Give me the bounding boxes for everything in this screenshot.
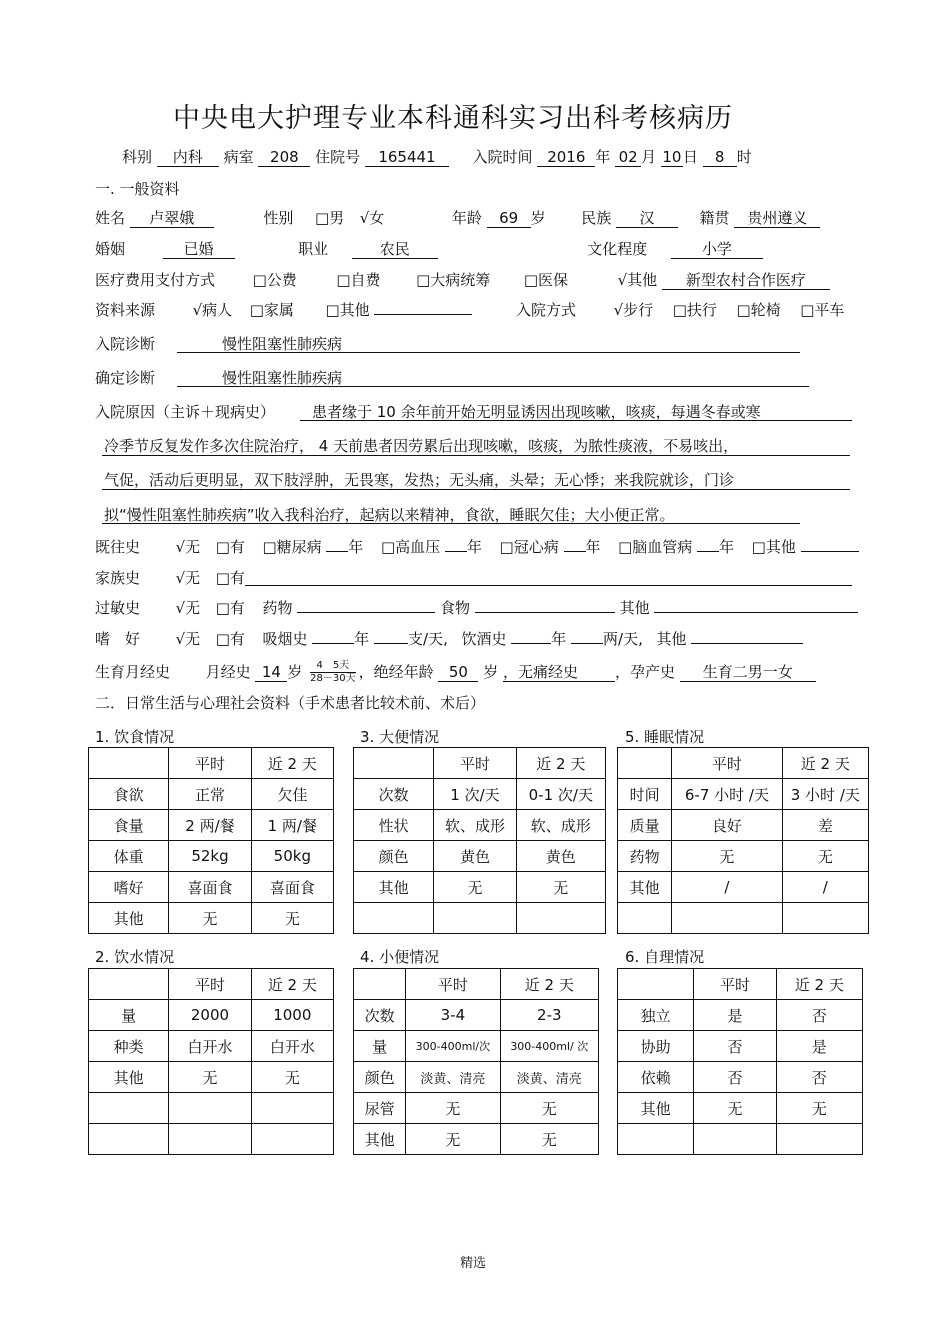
row-label-cell — [354, 903, 434, 934]
menopause-unit: 岁 — [483, 663, 499, 681]
row-label-cell: 种类 — [89, 1031, 169, 1062]
final-dx-value: 慢性阻塞性肺疾病 — [222, 369, 343, 387]
history-yes-checkbox: □有 — [215, 538, 245, 556]
table-row — [89, 779, 334, 810]
recent-value-cell: 差 — [782, 810, 868, 841]
admit-no-label: 住院号 — [315, 148, 361, 166]
row-label-cell: 食欲 — [89, 779, 169, 810]
col-normal-header: 平时 — [169, 748, 251, 779]
menses-duration: 4 5天 — [310, 660, 355, 673]
table-row — [354, 1031, 599, 1062]
source-other-blank — [374, 314, 472, 315]
col-normal-header: 平时 — [694, 969, 776, 1000]
row-label-cell: 其他 — [89, 903, 169, 934]
normal-value-cell: 是 — [694, 1000, 776, 1031]
col-normal-header: 平时 — [169, 969, 251, 1000]
allergy-other-label: 其他 — [619, 599, 650, 617]
table-row — [89, 841, 334, 872]
normal-value-cell: 否 — [694, 1031, 776, 1062]
allergy-drug-label: 药物 — [262, 599, 293, 617]
job-value: 农民 — [352, 240, 438, 259]
table-header-row — [618, 969, 863, 1000]
pay-self-checkbox: □自费 — [336, 271, 381, 289]
recent-value-cell: 无 — [500, 1093, 598, 1124]
table-row — [89, 1062, 334, 1093]
final-dx-row — [95, 367, 155, 389]
family-none-checkbox: √无 — [175, 569, 201, 587]
water-title: 2. 饮水情况 — [95, 948, 175, 966]
payment-row — [95, 269, 830, 291]
table-row — [89, 1093, 334, 1124]
ethnic-value: 汉 — [616, 209, 678, 228]
pay-insurance-checkbox: □医保 — [523, 271, 569, 289]
recent-value-cell: 白开水 — [251, 1031, 333, 1062]
recent-value-cell — [251, 1093, 333, 1124]
menarche-unit: 岁 — [287, 663, 303, 681]
table-row — [618, 1031, 863, 1062]
urine-table — [353, 968, 599, 1155]
allergy-yes-checkbox: □有 — [215, 599, 245, 617]
ward-label: 病室 — [223, 148, 254, 166]
history-diabetes-year: 年 — [348, 538, 364, 556]
row-label-cell: 其他 — [354, 1124, 406, 1155]
age-value: 69 — [487, 209, 531, 228]
menses-row — [95, 659, 816, 685]
admit-month: 02 — [615, 148, 641, 167]
reason-label: 入院原因（主诉＋现病史） — [95, 403, 276, 421]
name-value: 卢翠娥 — [130, 209, 214, 228]
final-dx-label: 确定诊断 — [95, 369, 156, 387]
normal-value-cell: 良好 — [672, 810, 782, 841]
table-row — [618, 872, 869, 903]
row-label-cell: 药物 — [618, 841, 672, 872]
col-recent-header: 近 2 天 — [251, 969, 333, 1000]
row-label-cell — [89, 1124, 169, 1155]
allergy-label: 过敏史 — [95, 599, 141, 617]
habit-yes-checkbox: □有 — [215, 630, 245, 648]
history-cerebro-checkbox: □脑血管病 — [618, 538, 693, 556]
page-title: 中央电大护理专业本科通科实习出科考核病历 — [173, 103, 733, 134]
drink-label: 饮酒史 — [461, 630, 507, 648]
menses-cycle: 28－30天 — [310, 673, 356, 684]
name-label: 姓名 — [95, 209, 126, 227]
normal-value-cell: 无 — [434, 872, 516, 903]
allergy-row — [95, 597, 858, 619]
recent-value-cell: 无 — [251, 1062, 333, 1093]
year-unit: 年 — [595, 148, 611, 166]
recent-value-cell: 是 — [776, 1031, 862, 1062]
recent-value-cell: 无 — [251, 903, 333, 934]
source-row — [95, 299, 844, 321]
table-row — [354, 779, 606, 810]
recent-value-cell: 3 小时 /天 — [782, 779, 868, 810]
urine-title: 4. 小便情况 — [360, 948, 440, 966]
name-row — [95, 207, 820, 229]
self-title: 6. 自理情况 — [625, 948, 705, 966]
stool-title: 3. 大便情况 — [360, 728, 440, 746]
history-other-checkbox: □其他 — [751, 538, 796, 556]
row-label-cell: 尿管 — [354, 1093, 406, 1124]
source-patient-checkbox: √病人 — [192, 301, 233, 319]
col-recent-header: 近 2 天 — [516, 748, 605, 779]
section-general-title: 一. 一般资料 — [95, 180, 180, 198]
table-row — [354, 872, 606, 903]
dept-label: 科别 — [122, 148, 153, 166]
table-corner-cell — [354, 748, 434, 779]
row-label-cell: 颜色 — [354, 841, 434, 872]
menarche-label: 月经史 — [205, 663, 251, 681]
normal-value-cell: 无 — [169, 903, 251, 934]
col-normal-header: 平时 — [434, 748, 516, 779]
table-corner-cell — [89, 748, 169, 779]
drink-year-unit: 年 — [551, 630, 567, 648]
table-row — [89, 872, 334, 903]
source-other-checkbox: □其他 — [325, 301, 370, 319]
month-unit: 月 — [641, 148, 657, 166]
marriage-value: 已婚 — [163, 240, 235, 259]
row-label-cell: 体重 — [89, 841, 169, 872]
row-label-cell: 量 — [354, 1031, 406, 1062]
reason-line-3: 气促，活动后更明显，双下肢浮肿，无畏寒，发热；无头痛，头晕；无心悸；来我院就诊，门诊 — [104, 471, 735, 489]
habit-none-checkbox: √无 — [175, 630, 201, 648]
table-row — [618, 903, 869, 934]
normal-value-cell — [672, 903, 782, 934]
footer-text: 精选 — [459, 1256, 486, 1271]
history-chd-checkbox: □冠心病 — [499, 538, 559, 556]
table-row — [354, 1093, 599, 1124]
history-hypertension-checkbox: □高血压 — [381, 538, 441, 556]
header-row — [122, 146, 752, 168]
dysmenorrhea-value: ，无痛经史 — [503, 663, 615, 682]
normal-value-cell: 喜面食 — [169, 872, 251, 903]
smoke-year-unit: 年 — [354, 630, 370, 648]
table-header-row — [354, 969, 599, 1000]
self-table — [617, 968, 863, 1155]
normal-value-cell — [169, 1124, 251, 1155]
pay-other-value: 新型农村合作医疗 — [662, 271, 830, 290]
recent-value-cell: 50kg — [251, 841, 333, 872]
habit-other-label: 其他 — [656, 630, 687, 648]
recent-value-cell: 喜面食 — [251, 872, 333, 903]
normal-value-cell — [169, 1093, 251, 1124]
table-row — [89, 810, 334, 841]
admit-way-label: 入院方式 — [515, 301, 576, 319]
recent-value-cell: 否 — [776, 1062, 862, 1093]
recent-value-cell — [782, 903, 868, 934]
recent-value-cell: 300-400ml/ 次 — [500, 1031, 598, 1062]
menses-label: 生育月经史 — [95, 663, 171, 681]
history-none-checkbox: √无 — [175, 538, 201, 556]
row-label-cell: 次数 — [354, 1000, 406, 1031]
row-label-cell: 性状 — [354, 810, 434, 841]
family-yes-checkbox: □有 — [215, 569, 245, 587]
table-row — [618, 1062, 863, 1093]
dept-value: 内科 — [157, 148, 219, 167]
table-header-row — [354, 748, 606, 779]
row-label-cell: 协助 — [618, 1031, 694, 1062]
stool-table — [353, 747, 606, 934]
recent-value-cell: 无 — [516, 872, 605, 903]
reason-line-4: 拟“慢性阻塞性肺疾病”收入我科治疗，起病以来精神，食欲，睡眠欠佳；大小便正常。 — [104, 506, 675, 524]
table-header-row — [89, 969, 334, 1000]
normal-value-cell: 正常 — [169, 779, 251, 810]
allergy-none-checkbox: √无 — [175, 599, 201, 617]
recent-value-cell: 无 — [782, 841, 868, 872]
normal-value-cell: 2000 — [169, 1000, 251, 1031]
menarche-value: 14 — [255, 663, 287, 682]
history-row — [95, 536, 859, 558]
row-label-cell: 量 — [89, 1000, 169, 1031]
row-label-cell — [618, 1124, 694, 1155]
sex-label: 性别 — [263, 209, 294, 227]
col-recent-header: 近 2 天 — [776, 969, 862, 1000]
edu-value: 小学 — [671, 240, 763, 259]
row-label-cell: 其他 — [89, 1062, 169, 1093]
family-row — [95, 567, 245, 589]
normal-value-cell: 6-7 小时 /天 — [672, 779, 782, 810]
day-unit: 日 — [682, 148, 698, 166]
row-label-cell: 依赖 — [618, 1062, 694, 1093]
history-hypertension-year: 年 — [466, 538, 482, 556]
normal-value-cell: 白开水 — [169, 1031, 251, 1062]
normal-value-cell: 无 — [406, 1124, 500, 1155]
diet-title: 1. 饮食情况 — [95, 728, 175, 746]
history-cerebro-year: 年 — [719, 538, 735, 556]
age-label: 年龄 — [451, 209, 482, 227]
history-chd-year: 年 — [585, 538, 601, 556]
allergy-food-label: 食物 — [440, 599, 471, 617]
sex-male-checkbox: □男 — [314, 209, 345, 227]
row-label-cell: 其他 — [618, 1093, 694, 1124]
col-normal-header: 平时 — [672, 748, 782, 779]
recent-value-cell: 否 — [776, 1000, 862, 1031]
sleep-title: 5. 睡眠情况 — [625, 728, 705, 746]
history-diabetes-checkbox: □糖尿病 — [262, 538, 322, 556]
col-recent-header: 近 2 天 — [500, 969, 598, 1000]
water-table — [88, 968, 334, 1155]
admit-no-value: 165441 — [365, 148, 449, 167]
recent-value-cell: 软、成形 — [516, 810, 605, 841]
table-row — [618, 810, 869, 841]
table-row — [618, 1093, 863, 1124]
recent-value-cell — [251, 1124, 333, 1155]
admit-dx-label: 入院诊断 — [95, 335, 156, 353]
row-label-cell — [89, 1093, 169, 1124]
row-label-cell: 其他 — [354, 872, 434, 903]
admit-wheelchair-checkbox: □轮椅 — [736, 301, 781, 319]
origin-label: 籍贯 — [699, 209, 730, 227]
normal-value-cell: 52kg — [169, 841, 251, 872]
table-row — [354, 1062, 599, 1093]
normal-value-cell: / — [672, 872, 782, 903]
table-row — [618, 1000, 863, 1031]
normal-value-cell: 无 — [169, 1062, 251, 1093]
row-label-cell: 颜色 — [354, 1062, 406, 1093]
row-label-cell: 次数 — [354, 779, 434, 810]
normal-value-cell: 无 — [694, 1093, 776, 1124]
row-label-cell: 独立 — [618, 1000, 694, 1031]
pay-label: 医疗费用支付方式 — [95, 271, 216, 289]
recent-value-cell: 1 两/餐 — [251, 810, 333, 841]
parity-label: ，孕产史 — [615, 663, 676, 681]
table-header-row — [618, 748, 869, 779]
source-label: 资料来源 — [95, 301, 156, 319]
recent-value-cell: 2-3 — [500, 1000, 598, 1031]
table-row — [618, 1124, 863, 1155]
hour-unit: 时 — [736, 148, 752, 166]
ethnic-label: 民族 — [581, 209, 612, 227]
table-row — [89, 1031, 334, 1062]
edu-label: 文化程度 — [587, 240, 648, 258]
table-row — [89, 1124, 334, 1155]
row-label-cell: 嗜好 — [89, 872, 169, 903]
diet-table — [88, 747, 334, 934]
col-normal-header: 平时 — [406, 969, 500, 1000]
normal-value-cell: 2 两/餐 — [169, 810, 251, 841]
sleep-table — [617, 747, 869, 934]
job-label: 职业 — [298, 240, 329, 258]
normal-value-cell: 黄色 — [434, 841, 516, 872]
pay-other-checkbox: √其他 — [617, 271, 658, 289]
admit-stretcher-checkbox: □平车 — [800, 301, 845, 319]
table-row — [618, 841, 869, 872]
table-row — [354, 841, 606, 872]
habit-row — [95, 628, 803, 650]
admit-assist-checkbox: □扶行 — [672, 301, 717, 319]
recent-value-cell: 欠佳 — [251, 779, 333, 810]
normal-value-cell: 300-400ml/次 — [406, 1031, 500, 1062]
normal-value-cell: 1 次/天 — [434, 779, 516, 810]
parity-value: 生育二男一女 — [680, 663, 816, 682]
table-row — [354, 1000, 599, 1031]
recent-value-cell — [776, 1124, 862, 1155]
row-label-cell: 质量 — [618, 810, 672, 841]
marriage-row — [95, 238, 763, 260]
smoke-unit: 支/天, — [408, 630, 448, 648]
reason-line-1: 患者缘于 10 余年前开始无明显诱因出现咳嗽，咳痰，每遇冬春或寒 — [312, 403, 761, 421]
pay-major-checkbox: □大病统筹 — [416, 271, 491, 289]
row-label-cell: 食量 — [89, 810, 169, 841]
recent-value-cell: / — [782, 872, 868, 903]
normal-value-cell — [694, 1124, 776, 1155]
ward-value: 208 — [258, 148, 310, 167]
col-recent-header: 近 2 天 — [251, 748, 333, 779]
recent-value-cell: 1000 — [251, 1000, 333, 1031]
history-label: 既往史 — [95, 538, 141, 556]
row-label-cell: 其他 — [618, 872, 672, 903]
table-row — [89, 903, 334, 934]
normal-value-cell: 淡黄、清亮 — [406, 1062, 500, 1093]
age-unit: 岁 — [530, 209, 546, 227]
reason-line-2: 冷季节反复发作多次住院治疗， 4 天前患者因劳累后出现咳嗽，咳痰，为脓性痰液，不易咳出， — [104, 437, 739, 455]
row-label-cell — [618, 903, 672, 934]
table-row — [618, 779, 869, 810]
menses-cycle-fraction — [310, 660, 355, 685]
admit-time-label: 入院时间 — [472, 148, 533, 166]
origin-value: 贵州遵义 — [734, 209, 820, 228]
col-recent-header: 近 2 天 — [782, 748, 868, 779]
menopause-label: ，绝经年龄 — [358, 663, 434, 681]
habit-label: 嗜 好 — [95, 630, 141, 648]
table-corner-cell — [354, 969, 406, 1000]
source-family-checkbox: □家属 — [249, 301, 294, 319]
section-daily-title: 二．日常生活与心理社会资料（手术患者比较术前、术后） — [95, 694, 486, 712]
admit-walk-checkbox: √步行 — [613, 301, 654, 319]
table-header-row — [89, 748, 334, 779]
table-corner-cell — [618, 969, 694, 1000]
family-label: 家族史 — [95, 569, 141, 587]
row-label-cell: 时间 — [618, 779, 672, 810]
recent-value-cell — [516, 903, 605, 934]
normal-value-cell: 3-4 — [406, 1000, 500, 1031]
normal-value-cell: 无 — [672, 841, 782, 872]
table-row — [354, 810, 606, 841]
recent-value-cell: 淡黄、清亮 — [500, 1062, 598, 1093]
marriage-label: 婚姻 — [95, 240, 126, 258]
recent-value-cell: 无 — [500, 1124, 598, 1155]
normal-value-cell: 软、成形 — [434, 810, 516, 841]
drink-unit: 两/天, — [603, 630, 643, 648]
admit-dx-value: 慢性阻塞性肺疾病 — [222, 335, 343, 353]
normal-value-cell: 无 — [406, 1093, 500, 1124]
normal-value-cell — [434, 903, 516, 934]
table-row — [354, 1124, 599, 1155]
smoke-label: 吸烟史 — [262, 630, 308, 648]
admit-year: 2016 — [537, 148, 595, 167]
admit-hour: 8 — [703, 148, 737, 167]
table-row — [354, 903, 606, 934]
recent-value-cell: 黄色 — [516, 841, 605, 872]
recent-value-cell: 无 — [776, 1093, 862, 1124]
recent-value-cell: 0-1 次/天 — [516, 779, 605, 810]
normal-value-cell: 否 — [694, 1062, 776, 1093]
admit-day: 10 — [662, 148, 682, 166]
menopause-value: 50 — [438, 663, 478, 682]
table-row — [89, 1000, 334, 1031]
table-corner-cell — [89, 969, 169, 1000]
table-corner-cell — [618, 748, 672, 779]
admit-dx-row — [95, 333, 155, 355]
sex-female-checkbox: √女 — [359, 209, 385, 227]
pay-public-checkbox: □公费 — [252, 271, 297, 289]
